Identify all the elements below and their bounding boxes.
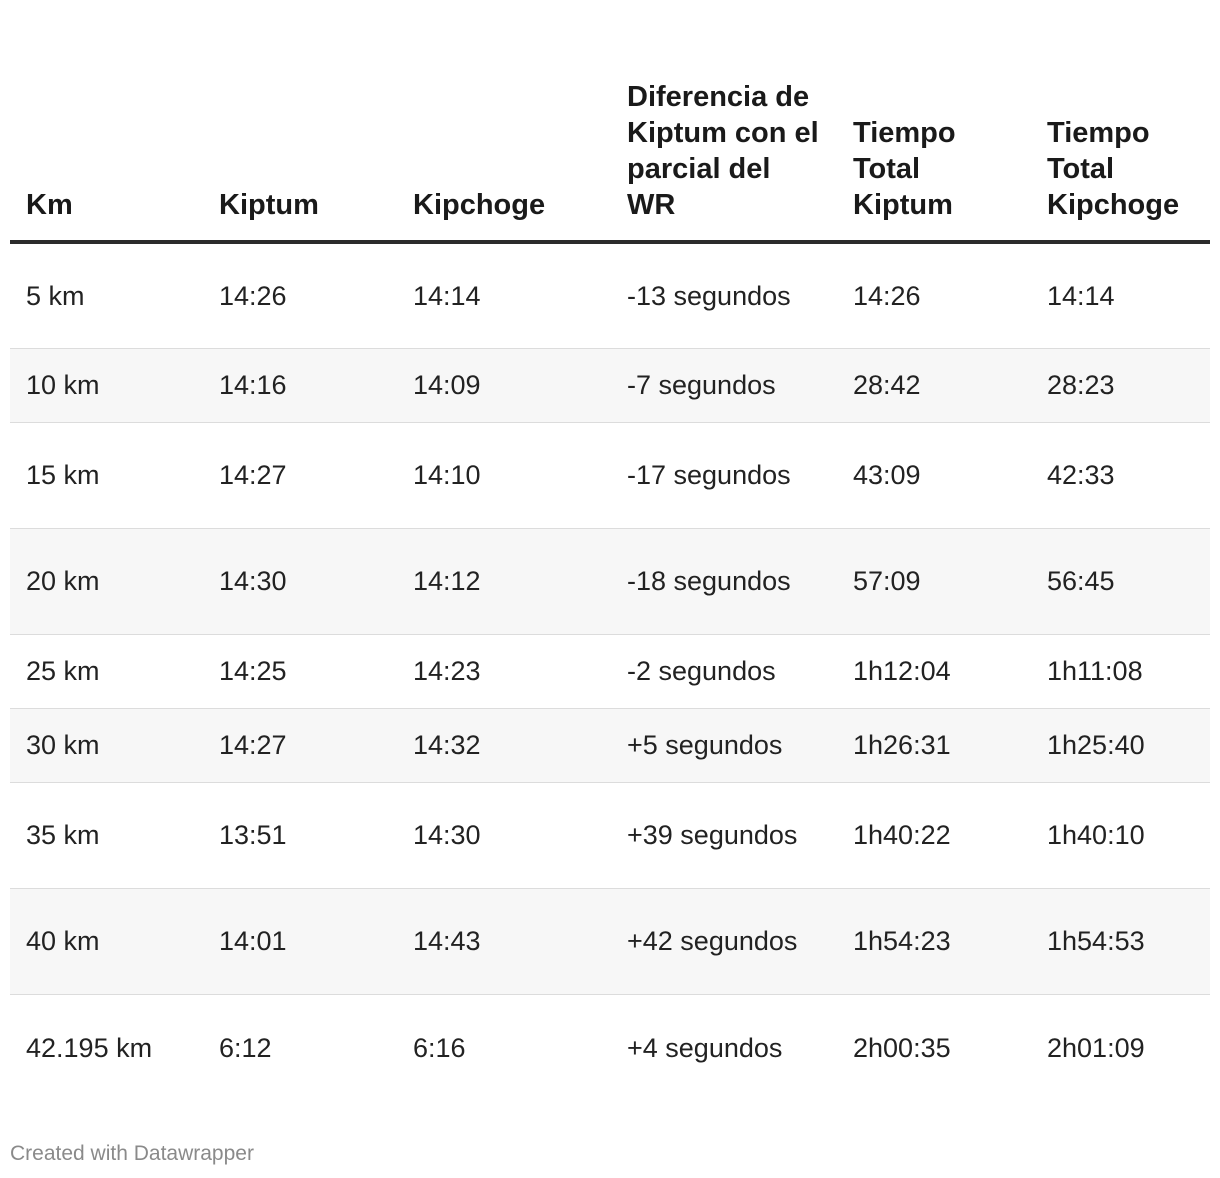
cell-total-kiptum: 1h26:31 xyxy=(837,708,1031,782)
cell-kiptum: 13:51 xyxy=(203,782,397,888)
cell-total-kiptum: 43:09 xyxy=(837,422,1031,528)
cell-kipchoge: 14:32 xyxy=(397,708,611,782)
cell-kipchoge: 14:23 xyxy=(397,634,611,708)
cell-total-kiptum: 14:26 xyxy=(837,242,1031,348)
cell-km: 35 km xyxy=(10,782,203,888)
cell-kipchoge: 14:10 xyxy=(397,422,611,528)
cell-total-kipchoge: 42:33 xyxy=(1031,422,1210,528)
table-header xyxy=(10,0,1210,242)
cell-total-kipchoge: 1h54:53 xyxy=(1031,888,1210,994)
header-total-kiptum: Tiempo Total Kiptum xyxy=(837,0,1031,242)
cell-kiptum: 14:30 xyxy=(203,528,397,634)
table-row xyxy=(10,708,1210,782)
header-kipchoge: Kipchoge xyxy=(397,0,611,242)
cell-total-kipchoge: 1h25:40 xyxy=(1031,708,1210,782)
cell-difference: +42 segundos xyxy=(611,888,837,994)
cell-total-kiptum: 57:09 xyxy=(837,528,1031,634)
cell-km: 25 km xyxy=(10,634,203,708)
cell-difference: +39 segundos xyxy=(611,782,837,888)
cell-kipchoge: 14:09 xyxy=(397,348,611,422)
cell-difference: -13 segundos xyxy=(611,242,837,348)
table-row xyxy=(10,634,1210,708)
cell-km: 10 km xyxy=(10,348,203,422)
cell-kiptum: 14:25 xyxy=(203,634,397,708)
table-row xyxy=(10,782,1210,888)
cell-total-kiptum: 1h40:22 xyxy=(837,782,1031,888)
cell-total-kiptum: 1h12:04 xyxy=(837,634,1031,708)
cell-kipchoge: 14:12 xyxy=(397,528,611,634)
table-row xyxy=(10,242,1210,348)
header-km: Km xyxy=(10,0,203,242)
cell-kiptum: 14:01 xyxy=(203,888,397,994)
cell-difference: -18 segundos xyxy=(611,528,837,634)
table-row xyxy=(10,528,1210,634)
cell-kiptum: 14:27 xyxy=(203,422,397,528)
datawrapper-credit[interactable]: Created with Datawrapper xyxy=(10,1142,254,1165)
splits-table xyxy=(10,0,1210,1102)
cell-kipchoge: 14:14 xyxy=(397,242,611,348)
cell-difference: -2 segundos xyxy=(611,634,837,708)
cell-total-kipchoge: 56:45 xyxy=(1031,528,1210,634)
header-kiptum: Kiptum xyxy=(203,0,397,242)
splits-table-container xyxy=(10,0,1210,1102)
cell-difference: -7 segundos xyxy=(611,348,837,422)
cell-km: 5 km xyxy=(10,242,203,348)
cell-total-kipchoge: 2h01:09 xyxy=(1047,1033,1145,1064)
cell-kipchoge: 14:43 xyxy=(397,888,611,994)
cell-kiptum: 14:27 xyxy=(203,708,397,782)
header-total-kipchoge: Tiempo Total Kipchoge xyxy=(1031,0,1210,242)
table-row xyxy=(10,994,1210,1102)
cell-kiptum: 14:26 xyxy=(203,242,397,348)
cell-kipchoge: 14:30 xyxy=(397,782,611,888)
header-row xyxy=(10,0,1210,242)
cell-total-kipchoge: 28:23 xyxy=(1031,348,1210,422)
table-row xyxy=(10,348,1210,422)
cell-difference: +5 segundos xyxy=(611,708,837,782)
cell-kiptum: 14:16 xyxy=(203,348,397,422)
cell-km: 15 km xyxy=(10,422,203,528)
table-body xyxy=(10,242,1210,1102)
cell-total-kiptum: 1h54:23 xyxy=(837,888,1031,994)
cell-difference: -17 segundos xyxy=(611,422,837,528)
cell-km: 20 km xyxy=(10,528,203,634)
cell-km: 40 km xyxy=(10,888,203,994)
cell-kiptum: 6:12 xyxy=(219,1033,272,1064)
cell-total-kipchoge: 14:14 xyxy=(1031,242,1210,348)
cell-total-kipchoge: 1h11:08 xyxy=(1031,634,1210,708)
cell-total-kiptum: 2h00:35 xyxy=(853,1033,951,1064)
cell-difference: +4 segundos xyxy=(627,1033,783,1064)
cell-kipchoge: 6:16 xyxy=(413,1033,466,1064)
cell-total-kipchoge: 1h40:10 xyxy=(1031,782,1210,888)
cell-km: 30 km xyxy=(10,708,203,782)
header-difference: Diferencia de Kiptum con el parcial del WR xyxy=(611,0,837,242)
cell-km: 42.195 km xyxy=(26,1033,153,1064)
cell-total-kiptum: 28:42 xyxy=(837,348,1031,422)
table-row xyxy=(10,888,1210,994)
table-row xyxy=(10,422,1210,528)
